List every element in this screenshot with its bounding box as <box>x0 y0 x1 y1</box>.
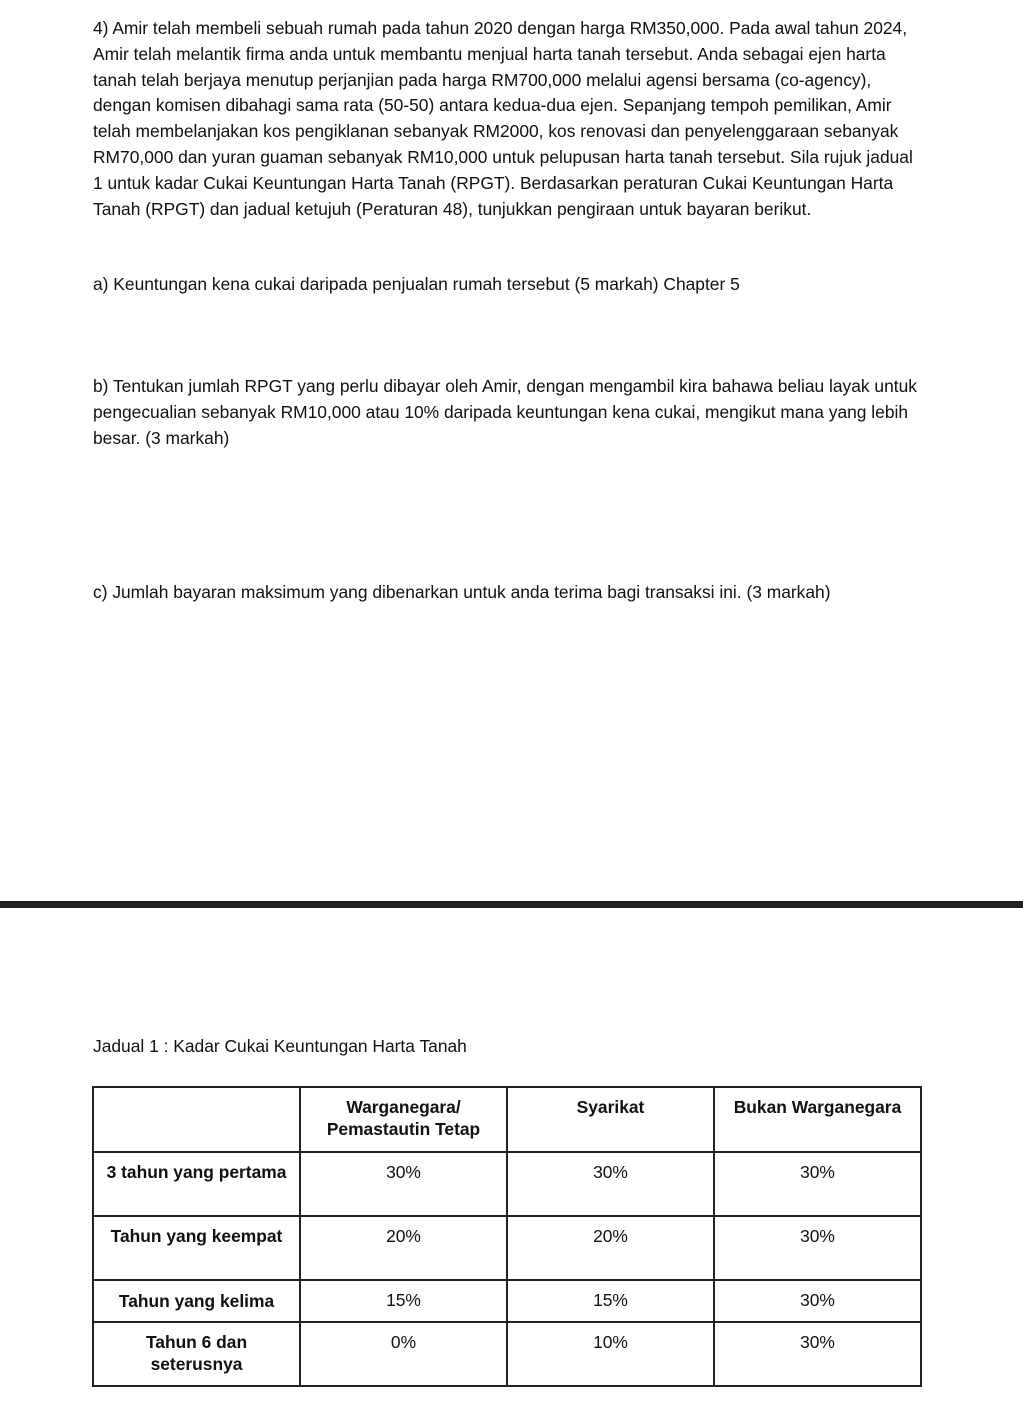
table-row <box>93 1152 921 1216</box>
row-period: 3 tahun yang pertama <box>93 1152 300 1216</box>
table-row <box>93 1322 921 1386</box>
rate-non-citizen: 30% <box>714 1322 921 1386</box>
header-cell-company: Syarikat <box>507 1087 714 1152</box>
table-row <box>93 1216 921 1280</box>
row-period: Tahun yang keempat <box>93 1216 300 1280</box>
rate-company: 10% <box>507 1322 714 1386</box>
section-divider <box>0 901 1023 908</box>
question-intro: 4) Amir telah membeli sebuah rumah pada tahun 2020 dengan harga RM350,000. Pada awal tahun 2024, Amir telah melantik firma anda untuk membantu menjual harta tanah tersebut. Anda sebagai ejen harta tanah telah berjaya menutup perjanjian pada harga RM700,000 melalui agensi bersama (co-agency), dengan komisen dibahagi sama rata (50-50) antara kedua-dua ejen. Sepanjang tempoh pemilikan, Amir telah membelanjakan kos pengiklanan sebanyak RM2000, kos renovasi dan penyelenggaraan sebanyak RM70,000 dan yuran guaman sebanyak RM10,000 untuk pelupusan harta tanah tersebut. Sila rujuk jadual 1 untuk kadar Cukai Keuntungan Harta Tanah (RPGT). Berdasarkan peraturan Cukai Keuntungan Harta Tanah (RPGT) dan jadual ketujuh (Peraturan 48), tunjukkan pengiraan untuk bayaran berikut. <box>93 18 913 219</box>
header-cell-non-citizen: Bukan Warganegara <box>714 1087 921 1152</box>
question-part-a: a) Keuntungan kena cukai daripada penjualan rumah tersebut (5 markah) Chapter 5 <box>93 274 740 294</box>
rate-company: 20% <box>507 1216 714 1280</box>
question-part-b: b) Tentukan jumlah RPGT yang perlu dibayar oleh Amir, dengan mengambil kira bahawa beliau layak untuk pengecualian sebanyak RM10,000 atau 10% daripada keuntungan kena cukai, mengikut mana yang lebih besar. (3 markah) <box>93 376 917 448</box>
rpgt-rates-table <box>92 1086 922 1387</box>
header-cell-empty <box>93 1087 300 1152</box>
table-header-row <box>93 1087 921 1152</box>
rate-company: 30% <box>507 1152 714 1216</box>
rate-non-citizen: 30% <box>714 1152 921 1216</box>
rate-citizen: 30% <box>300 1152 507 1216</box>
table-row <box>93 1280 921 1322</box>
header-cell-citizen: Warganegara/ Pemastautin Tetap <box>300 1087 507 1152</box>
rate-citizen: 15% <box>300 1280 507 1322</box>
question-part-c: c) Jumlah bayaran maksimum yang dibenarkan untuk anda terima bagi transaksi ini. (3 markah) <box>93 582 831 602</box>
rate-non-citizen: 30% <box>714 1216 921 1280</box>
rate-company: 15% <box>507 1280 714 1322</box>
row-period: Tahun yang kelima <box>93 1280 300 1322</box>
table-caption: Jadual 1 : Kadar Cukai Keuntungan Harta Tanah <box>93 1036 467 1056</box>
row-period: Tahun 6 dan seterusnya <box>93 1322 300 1386</box>
rate-citizen: 20% <box>300 1216 507 1280</box>
rate-citizen: 0% <box>300 1322 507 1386</box>
rate-non-citizen: 30% <box>714 1280 921 1322</box>
